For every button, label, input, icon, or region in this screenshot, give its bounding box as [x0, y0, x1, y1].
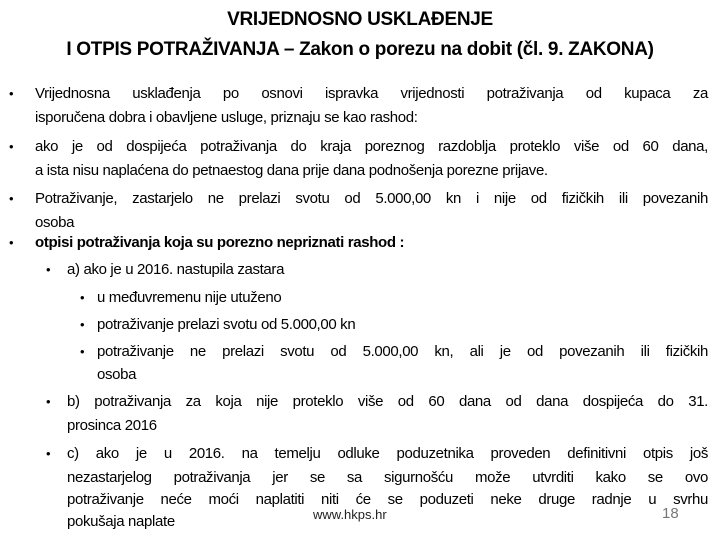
bullet-icon: • [46, 262, 51, 277]
footer-url: www.hkps.hr [313, 507, 387, 522]
bullet-icon: • [80, 290, 85, 305]
bullet-icon: • [80, 344, 85, 359]
bullet-3-line-1: Potraživanje, zastarjelo ne prelazi svotu od 5.000,00 kn i nije od fizičkih ili povezanih [35, 190, 708, 207]
sub-sub-item-1: u međuvremenu nije utuženo [97, 289, 282, 306]
sub-item-c-line-4: pokušaja naplate [67, 513, 175, 530]
bullet-icon: • [80, 317, 85, 332]
bullet-2-line-2: a ista nisu naplaćena do petnaestog dana prije dana podnošenja porezne prijave. [35, 162, 548, 179]
page-number: 18 [662, 505, 679, 522]
slide-title-line-2: I OTPIS POTRAŽIVANJA – Zakon o porezu na dobit (čl. 9. ZAKONA) [66, 39, 654, 60]
bullet-icon: • [46, 394, 51, 409]
sub-sub-item-2: potraživanje prelazi svotu od 5.000,00 kn [97, 316, 356, 333]
bullet-icon: • [46, 446, 51, 461]
bullet-icon: • [9, 235, 14, 250]
sub-sub-item-3-line-2: osoba [97, 366, 137, 383]
sub-item-c-line-2: nezastarjelog potraživanja jer se sa sigurnošću može utvrditi kako se ovo [67, 469, 708, 486]
bullet-3-line-2: osoba [35, 214, 75, 231]
sub-item-c-line-1: c) ako je u 2016. na temelju odluke poduzetnika proveden definitivni otpis još [67, 445, 708, 462]
bullet-4-line-1: otpisi potraživanja koja su porezno nepriznati rashod : [35, 234, 405, 251]
bullet-1-line-1: Vrijednosna usklađenja po osnovi ispravka vrijednosti potraživanja od kupaca za [35, 85, 708, 102]
bullet-1-line-2: isporučena dobra i obavljene usluge, priznaju se kao rashod: [35, 109, 418, 126]
bullet-2-line-1: ako je od dospijeća potraživanja do kraja poreznog razdoblja proteklo više od 60 dana, [35, 138, 708, 155]
bullet-icon: • [9, 86, 14, 101]
sub-item-b-line-1: b) potraživanja za koja nije proteklo više od 60 dana od dana dospijeća do 31. [67, 393, 708, 410]
sub-sub-item-3-line-1: potraživanje ne prelazi svotu od 5.000,00 kn, ali je od povezanih ili fizičkih [97, 343, 708, 360]
sub-item-a: a) ako je u 2016. nastupila zastara [67, 261, 285, 278]
bullet-icon: • [9, 139, 14, 154]
bullet-icon: • [9, 191, 14, 206]
slide-title-line-1: VRIJEDNOSNO USKLAĐENJE [227, 9, 493, 30]
sub-item-c-line-3: potraživanje neće moći naplatiti niti će se poduzeti neke druge radnje u svrhu [67, 491, 708, 508]
sub-item-b-line-2: prosinca 2016 [67, 417, 157, 434]
